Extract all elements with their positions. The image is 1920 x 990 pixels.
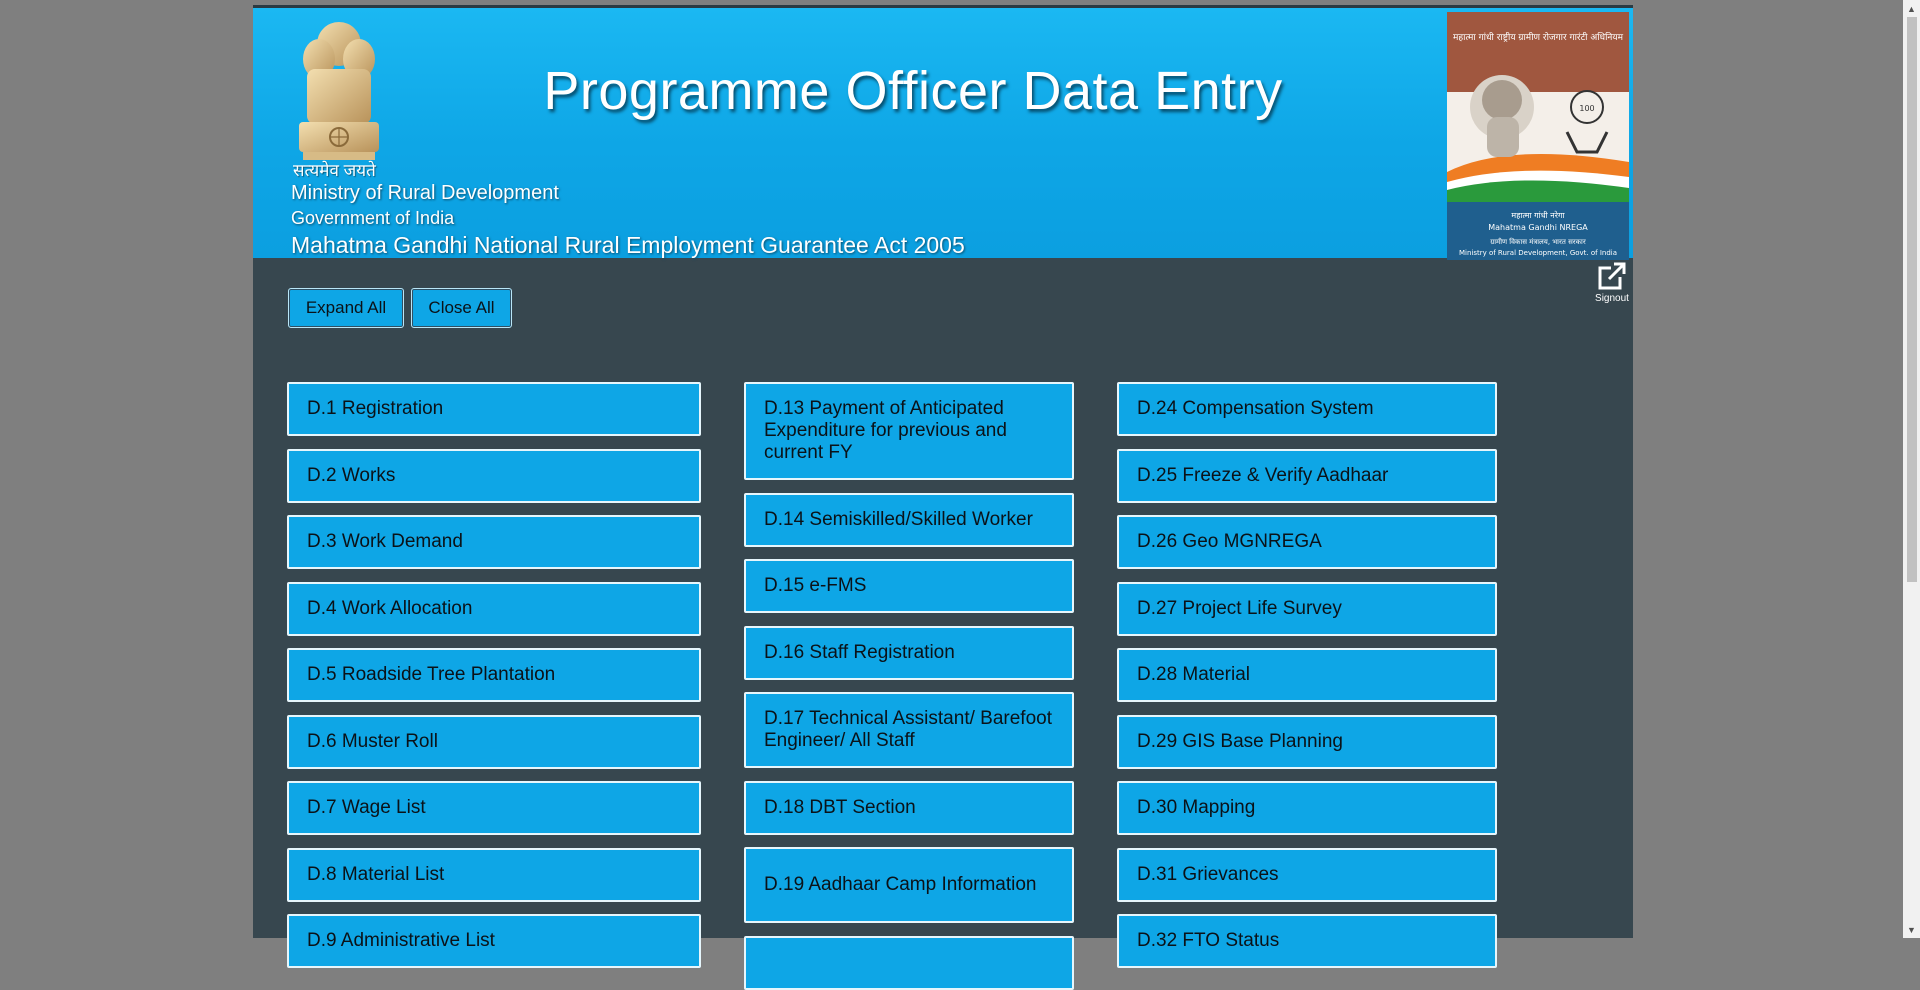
menu-item-d16[interactable]: D.16 Staff Registration xyxy=(744,626,1074,680)
act-name: Mahatma Gandhi National Rural Employment Guarantee Act 2005 xyxy=(291,232,965,258)
page-title: Programme Officer Data Entry xyxy=(543,61,1283,121)
scrollbar-thumb[interactable] xyxy=(1907,17,1917,582)
menu-item-d2[interactable]: D.2 Works xyxy=(287,449,701,503)
menu-item-d13[interactable]: D.13 Payment of Anticipated Expenditure for previous and current FY xyxy=(744,382,1074,480)
menu-item-d5[interactable]: D.5 Roadside Tree Plantation xyxy=(287,648,701,702)
mgnrega-logo xyxy=(1447,12,1629,260)
emblem-motto: सत्यमेव जयते xyxy=(293,161,376,180)
menu-item-d31[interactable]: D.31 Grievances xyxy=(1117,848,1497,902)
logo-english-ministry: Ministry of Rural Development, Govt. of India xyxy=(1458,249,1618,257)
menu-item-d7[interactable]: D.7 Wage List xyxy=(287,781,701,835)
government-name: Government of India xyxy=(291,208,455,228)
close-all-button[interactable]: Close All xyxy=(411,288,512,328)
menu-item-d1[interactable]: D.1 Registration xyxy=(287,382,701,436)
logo-badge: 100 xyxy=(1579,104,1595,113)
logo-hindi-name: महात्मा गांधी नरेगा xyxy=(1511,211,1565,220)
main-page xyxy=(253,5,1633,951)
logo-english-name: Mahatma Gandhi NREGA xyxy=(1488,223,1588,232)
signout-label: Signout xyxy=(1595,293,1629,304)
menu-item-d3[interactable]: D.3 Work Demand xyxy=(287,515,701,569)
signout-link[interactable] xyxy=(1591,261,1633,304)
menu-item-d17[interactable]: D.17 Technical Assistant/ Barefoot Engineer/ All Staff xyxy=(744,692,1074,768)
menu-item-d29[interactable]: D.29 GIS Base Planning xyxy=(1117,715,1497,769)
header-banner xyxy=(253,5,1633,258)
menu-item-d24[interactable]: D.24 Compensation System xyxy=(1117,382,1497,436)
scroll-up-icon[interactable]: ▲ xyxy=(1907,3,1916,14)
logo-top-text: महात्मा गांधी राष्ट्रीय ग्रामीण रोजगार गारंटी अधिनियम xyxy=(1453,33,1623,43)
menu-item-d26[interactable]: D.26 Geo MGNREGA xyxy=(1117,515,1497,569)
menu-item-d32[interactable]: D.32 FTO Status xyxy=(1117,914,1497,968)
menu-item-d19[interactable]: D.19 Aadhaar Camp Information xyxy=(744,847,1074,923)
menu-item-d8[interactable]: D.8 Material List xyxy=(287,848,701,902)
menu-item-d27[interactable]: D.27 Project Life Survey xyxy=(1117,582,1497,636)
external-link-icon xyxy=(1597,261,1627,291)
logo-hindi-ministry: ग्रामीण विकास मंत्रालय, भारत सरकार xyxy=(1490,238,1586,246)
menu-item-d14[interactable]: D.14 Semiskilled/Skilled Worker xyxy=(744,493,1074,547)
menu-item-d18[interactable]: D.18 DBT Section xyxy=(744,781,1074,835)
page-scrollbar[interactable] xyxy=(1903,0,1920,938)
scroll-down-icon[interactable]: ▼ xyxy=(1907,924,1916,935)
menu-item-d28[interactable]: D.28 Material xyxy=(1117,648,1497,702)
menu-item-d4[interactable]: D.4 Work Allocation xyxy=(287,582,701,636)
ministry-name: Ministry of Rural Development xyxy=(291,182,559,204)
menu-item-d25[interactable]: D.25 Freeze & Verify Aadhaar xyxy=(1117,449,1497,503)
menu-item-d9[interactable]: D.9 Administrative List xyxy=(287,914,701,968)
menu-item-d30[interactable]: D.30 Mapping xyxy=(1117,781,1497,835)
menu-item-d15[interactable]: D.15 e-FMS xyxy=(744,559,1074,613)
menu-item-d6[interactable]: D.6 Muster Roll xyxy=(287,715,701,769)
menu-item-d20[interactable] xyxy=(744,936,1074,990)
mgnrega-logo-art xyxy=(1447,12,1629,260)
expand-all-button[interactable]: Expand All xyxy=(288,288,404,328)
